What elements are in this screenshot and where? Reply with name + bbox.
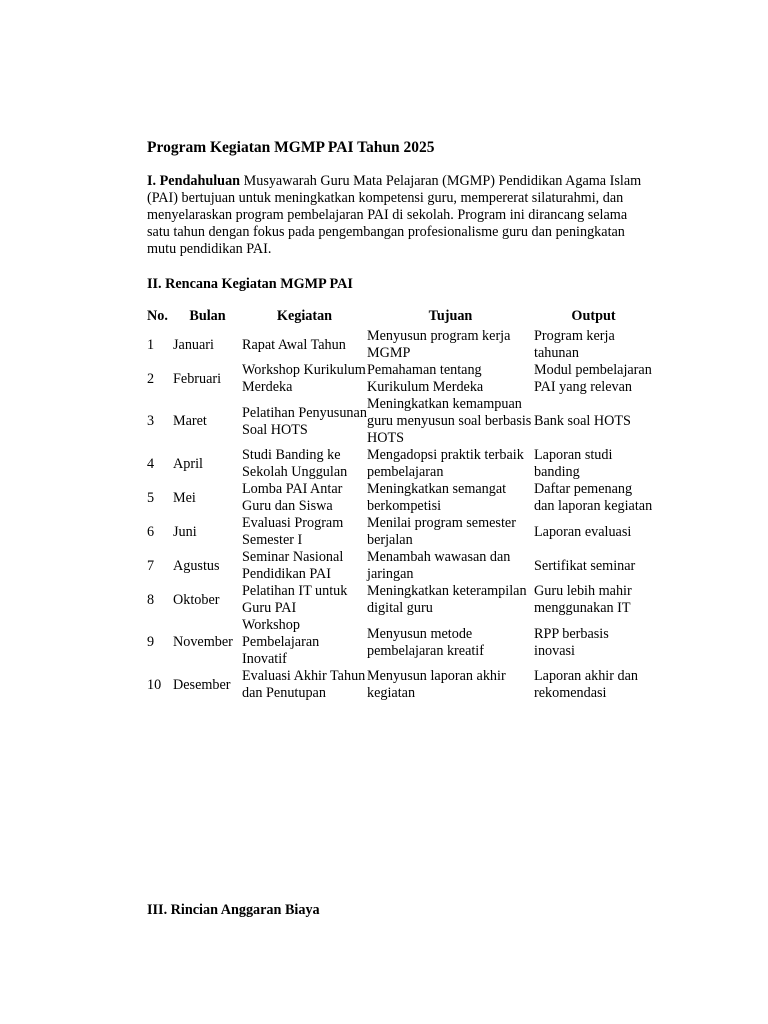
cell-kegiatan: Evaluasi Program Semester I [242,515,344,548]
cell-output: Daftar pemenang dan laporan kegiatan [534,481,653,514]
cell-bulan: Maret [173,413,207,429]
cell-tujuan: Mengadopsi praktik terbaik pembelajaran [367,447,524,480]
cell-output: Laporan studi banding [534,447,613,480]
header-no: No. [147,308,168,324]
cell-no: 2 [147,370,155,387]
cell-no: 6 [147,523,155,540]
table-row [147,481,653,515]
cell-tujuan: Meningkatkan keterampilan digital guru [367,583,527,616]
table-row [147,583,653,617]
table-row [147,549,653,583]
table-row [147,447,653,481]
section-2-title: II. Rencana Kegiatan MGMP PAI [147,276,353,292]
cell-output: Sertifikat seminar [534,557,636,574]
cell-kegiatan: Pelatihan Penyusunan Soal HOTS [242,404,367,438]
table-body [147,328,653,702]
header-tujuan: Tujuan [428,308,473,324]
section-3-title: III. Rincian Anggaran Biaya [147,902,320,918]
table-header-row [147,305,653,328]
cell-bulan: Juni [173,523,197,540]
header-kegiatan: Kegiatan [276,308,333,324]
cell-tujuan: Menyusun program kerja MGMP [367,328,511,361]
cell-no: 1 [147,336,155,353]
cell-output: RPP berbasis inovasi [534,625,609,659]
cell-output: Bank soal HOTS [534,413,631,429]
cell-bulan: April [173,455,203,472]
intro-text: Musyawarah Guru Mata Pelajaran (MGMP) Pendidikan Agama Islam (PAI) bertujuan untuk meningkatkan kompetensi guru, mempererat silaturahmi, dan menyelaraskan program pembelajaran PAI di sekolah. Program ini dirancang selama satu tahun dengan fokus pada pengembangan profesionalisme guru dan peningkatan mutu pendidikan PAI. [147,173,642,257]
table-row [147,396,653,447]
cell-no: 10 [147,676,162,693]
cell-bulan: Januari [173,336,214,353]
table-row [147,328,653,362]
cell-output: Modul pembelajaran PAI yang relevan [534,362,652,395]
cell-output: Laporan evaluasi [534,523,632,540]
cell-tujuan: Meningkatkan kemampuan guru menyusun soal berbasis HOTS [367,396,532,446]
intro-paragraph [147,173,652,258]
table-row [147,515,653,549]
cell-bulan: November [173,634,233,650]
cell-tujuan: Menyusun metode pembelajaran kreatif [367,625,484,659]
cell-output: Guru lebih mahir menggunakan IT [534,583,632,616]
cell-no: 4 [147,455,155,472]
cell-kegiatan: Seminar Nasional Pendidikan PAI [242,549,344,582]
cell-kegiatan: Evaluasi Akhir Tahun dan Penutupan [242,668,366,701]
cell-output: Laporan akhir dan rekomendasi [534,668,638,701]
cell-tujuan: Menambah wawasan dan jaringan [367,549,511,582]
cell-tujuan: Menyusun laporan akhir kegiatan [367,668,506,701]
intro-heading: I. Pendahuluan [147,173,241,189]
cell-no: 3 [147,413,155,429]
cell-kegiatan: Workshop Pembelajaran Inovatif [242,617,320,667]
cell-kegiatan: Pelatihan IT untuk Guru PAI [242,583,348,616]
header-output: Output [571,308,616,324]
cell-tujuan: Menilai program semester berjalan [367,515,516,548]
cell-kegiatan: Lomba PAI Antar Guru dan Siswa [242,481,343,514]
cell-bulan: Desember [173,676,231,693]
cell-kegiatan: Studi Banding ke Sekolah Unggulan [242,447,348,480]
activity-plan-table [147,305,653,702]
cell-kegiatan: Rapat Awal Tahun [242,336,346,353]
cell-tujuan: Pemahaman tentang Kurikulum Merdeka [367,362,484,395]
cell-no: 7 [147,557,155,574]
cell-kegiatan: Workshop Kurikulum Merdeka [242,362,366,395]
cell-output: Program kerja tahunan [534,328,615,361]
cell-bulan: Februari [173,370,222,387]
table-row [147,668,653,702]
cell-bulan: Oktober [173,591,220,608]
cell-no: 8 [147,591,155,608]
cell-bulan: Agustus [173,557,220,574]
document-page [147,138,652,702]
header-bulan: Bulan [189,308,226,324]
table-row [147,362,653,396]
cell-tujuan: Meningkatkan semangat berkompetisi [367,481,507,514]
cell-no: 9 [147,634,155,650]
cell-bulan: Mei [173,489,196,506]
table-row [147,617,653,668]
cell-no: 5 [147,489,155,506]
document-title: Program Kegiatan MGMP PAI Tahun 2025 [147,139,435,156]
